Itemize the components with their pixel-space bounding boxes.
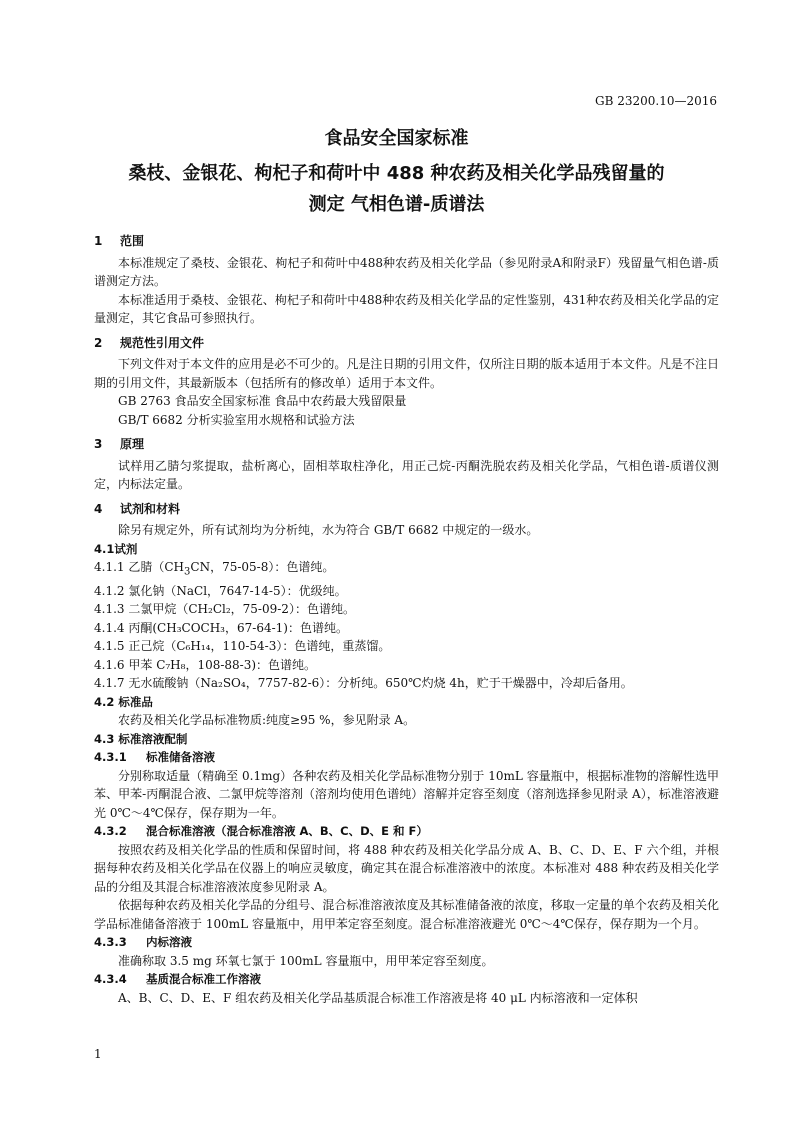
subsection-4-2-heading: 4.2 标准品 (94, 694, 153, 709)
doc-title-line2: 桑枝、金银花、枸杞子和荷叶中 488 种农药及相关化学品残留量的 (128, 163, 665, 184)
reagent-item: 4.1.2 氯化钠（NaCl，7647-14-5）：优级纯。 (94, 583, 347, 598)
reference-item: GB/T 6682 分析实验室用水规格和试验方法 (118, 412, 355, 427)
reagent-item: 4.1.7 无水硫酸钠（Na₂SO₄，7757-82-6）：分析纯。650℃灼烧 4h，贮于干燥器中，冷却后备用。 (94, 676, 633, 691)
section-4-heading (94, 500, 719, 519)
paragraph: 按照农药及相关化学品的性质和保留时间，将 488 种农药及相关化学品分成 A、B、C、D、E、F 六个组，并根据每种农药及相关化学品在仪器上的响应灵敏度，确定其在混合标准溶液中的浓度。本标准对 488 种农药及相关化学品的分组及其混合标准溶液浓度参见附录 A。 (94, 842, 719, 894)
section-number: 4 (94, 501, 103, 516)
reagent-item: 4.1.3 二氯甲烷（CH₂Cl₂，75-09-2）：色谱纯。 (94, 602, 355, 617)
paragraph: 农药及相关化学品标准物质:纯度≥95 %，参见附录 A。 (118, 713, 416, 728)
reagent-item: 4.1.4 丙酮(CH₃COCH₃，67-64-1)：色谱纯。 (94, 620, 348, 635)
section-number: 3 (94, 437, 103, 451)
standard-code: GB 23200.10—2016 (594, 94, 717, 108)
document-body (94, 226, 719, 1007)
paragraph: 本标准规定了桑枝、金银花、枸杞子和荷叶中488种农药及相关化学品（参见附录A和附录F）残留量气相色谱-质谱测定方法。 (94, 255, 719, 288)
page-number: 1 (94, 1047, 102, 1061)
reagent-item: 4.1.5 正己烷（C₆H₁₄，110-54-3）：色谱纯，重蒸馏。 (94, 639, 391, 654)
section-title: 原理 (120, 437, 145, 451)
section-3-heading (94, 435, 719, 454)
section-number: 1 (94, 234, 103, 248)
subsection-4-3-heading: 4.3 标准溶液配制 (94, 731, 188, 746)
paragraph: 下列文件对于本文件的应用是必不可少的。凡是注日期的引用文件，仅所注日期的版本适用于本文件。凡是不注日期的引用文件，其最新版本（包括所有的修改单）适用于本文件。 (94, 357, 719, 390)
section-number: 2 (94, 335, 103, 350)
paragraph: 准确称取 3.5 mg 环氧七氯于 100mL 容量瓶中，用甲苯定容至刻度。 (118, 953, 494, 968)
subsection-4-3-1-heading: 4.3.1 标准储备溶液 (94, 750, 215, 765)
section-title: 范围 (120, 234, 145, 248)
subsection-4-3-3-heading: 4.3.3 内标溶液 (94, 935, 192, 950)
paragraph: 依据每种农药及相关化学品的分组号、混合标准溶液浓度及其标准储备液的浓度，移取一定量的单个农药及相关化学品标准储备溶液于 100mL 容量瓶中，用甲苯定容至刻度。混合标准溶液避光 0℃～4℃保存，保存期为一个月。 (94, 898, 719, 931)
doc-title-line3: 测定 气相色谱-质谱法 (308, 194, 485, 215)
reagent-item: 4.1.6 甲苯 C₇H₈，108-88-3)：色谱纯。 (94, 657, 317, 672)
paragraph: 除另有规定外，所有试剂均为分析纯，水为符合 GB/T 6682 中规定的一级水。 (118, 523, 539, 537)
reagent-item: 4.1.1 乙腈（$CH_3CN$，75-05-8）：色谱纯。 (94, 560, 335, 578)
subsection-4-3-4-heading: 4.3.4 基质混合标准工作溶液 (94, 972, 261, 987)
paragraph: A、B、C、D、E、F 组农药及相关化学品基质混合标准工作溶液是将 40 μL 内标溶液和一定体积 (118, 990, 638, 1005)
section-2-heading (94, 334, 719, 353)
paragraph: 本标准适用于桑枝、金银花、枸杞子和荷叶中488种农药及相关化学品的定性鉴别，431种农药及相关化学品的定量测定，其它食品可参照执行。 (94, 292, 719, 325)
section-title: 规范性引用文件 (120, 335, 205, 350)
subsection-4-3-2-heading: 4.3.2 混合标准溶液（混合标准溶液 A、B、C、D、E 和 F） (94, 824, 428, 839)
doc-title-main: 食品安全国家标准 (324, 128, 469, 149)
paragraph: 分别称取适量（精确至 0.1mg）各种农药及相关化学品标准物分别于 10mL 容量瓶中，根据标准物的溶解性选甲苯、甲苯-丙酮混合液、二氯甲烷等溶剂（溶剂均使用色谱纯）溶解并定容至刻度（溶剂选择参见附录 A），标准溶液避光 0℃～4℃保存，保存期为一年。 (94, 768, 719, 820)
reference-item: GB 2763 食品安全国家标准 食品中农药最大残留限量 (118, 394, 407, 408)
subsection-4-1-heading: 4.1试剂 (94, 541, 138, 556)
section-title: 试剂和材料 (120, 501, 181, 516)
paragraph: 试样用乙腈匀浆提取，盐析离心，固相萃取柱净化，用正己烷-丙酮洗脱农药及相关化学品，气相色谱-质谱仪测定，内标法定量。 (94, 458, 719, 491)
section-1-heading (94, 232, 719, 251)
